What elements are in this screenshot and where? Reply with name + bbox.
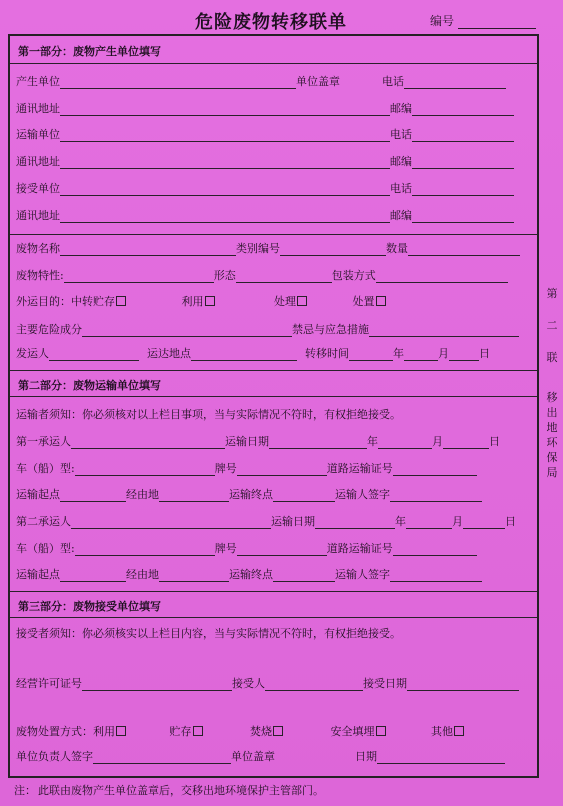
package-field[interactable] [376, 270, 508, 283]
transport-notice: 运输者须知：你必须核对以上栏目事项，当与实际情况不符时，有权拒绝接受。 [16, 408, 401, 421]
origin-label: 运输起点 [16, 568, 60, 581]
side-label-copy [545, 350, 559, 365]
seal-label: 单位盖章 [296, 75, 340, 88]
footer-mark: 注： [14, 784, 36, 797]
origin-label: 运输起点 [16, 488, 60, 501]
transport-day-field[interactable] [443, 436, 489, 449]
waste-name-row [16, 242, 520, 256]
transport-year-field[interactable] [269, 436, 367, 449]
origin-field[interactable] [60, 489, 126, 502]
responsible-row [16, 750, 505, 764]
signature-field[interactable] [390, 489, 482, 502]
purpose-row [16, 295, 386, 309]
vehicle-field-2[interactable] [75, 543, 215, 556]
waste-name-field[interactable] [60, 243, 236, 256]
side-char: 移 [546, 391, 558, 404]
permit-field[interactable] [82, 678, 232, 691]
waste-name-label: 废物名称 [16, 242, 60, 255]
via-field[interactable] [159, 489, 229, 502]
day-label: 日 [479, 347, 490, 360]
vehicle-row [16, 462, 477, 476]
transfer-month-field[interactable] [404, 348, 438, 361]
footer-note [14, 782, 324, 798]
producer-field[interactable] [60, 76, 296, 89]
waste-property-label: 废物特性: [16, 269, 64, 282]
purpose-option-dispose: 处置 [352, 295, 375, 308]
end-field[interactable] [273, 489, 335, 502]
day-label: 日 [505, 515, 516, 528]
receive-date-label: 接受日期 [363, 677, 407, 690]
permit-label: 经营许可证号 [16, 677, 82, 690]
purpose-option-storage: 中转贮存 [71, 295, 115, 308]
receive-date-field[interactable] [407, 678, 519, 691]
method-option-other: 其他 [431, 725, 453, 738]
form-title: 危险废物转移联单 [195, 12, 347, 33]
plate-label: 牌号 [214, 542, 237, 555]
method-row [16, 725, 464, 739]
via-field-2[interactable] [159, 569, 229, 582]
method-checkbox-store[interactable] [193, 726, 203, 736]
main-hazard-field[interactable] [82, 324, 292, 337]
serial-line[interactable] [458, 28, 536, 29]
side-char: 局 [546, 466, 558, 479]
address-label: 通讯地址 [16, 102, 60, 115]
day-label: 日 [489, 435, 500, 448]
receiver-address-field[interactable] [60, 210, 390, 223]
transport-address-field[interactable] [60, 156, 390, 169]
via-label: 经由地 [126, 488, 159, 501]
form-frame [8, 34, 539, 778]
origin-field-2[interactable] [60, 569, 126, 582]
license-label: 道路运输证号 [326, 462, 393, 475]
transport-date-label: 运输日期 [271, 515, 315, 528]
carrier-two-field[interactable] [71, 516, 271, 529]
method-checkbox-use[interactable] [116, 726, 126, 736]
signature-field-2[interactable] [390, 569, 482, 582]
permit-row [16, 677, 519, 691]
transport-year-field-2[interactable] [315, 516, 395, 529]
producer-zip-field[interactable] [412, 103, 514, 116]
purpose-checkbox-use[interactable] [205, 296, 215, 306]
vehicle-field[interactable] [75, 463, 215, 476]
license-field[interactable] [393, 463, 477, 476]
signature-label: 运输人签字 [335, 568, 390, 581]
month-label: 月 [438, 347, 449, 360]
part-one-subdivider [10, 234, 537, 235]
receiver-unit-field[interactable] [60, 183, 390, 196]
purpose-option-treat: 处理 [274, 295, 296, 308]
year-label: 年 [395, 515, 406, 528]
unit-seal-label: 单位盖章 [231, 750, 275, 763]
zip-label: 邮编 [390, 155, 412, 168]
vehicle-label: 车（船）型: [16, 542, 75, 555]
transport-unit-label: 运输单位 [16, 128, 60, 141]
producer-address-field[interactable] [60, 103, 390, 116]
side-char: 环 [546, 436, 558, 449]
side-label-copy [545, 286, 559, 301]
purpose-option-use: 利用 [181, 295, 204, 308]
receiver-person-field[interactable] [265, 678, 363, 691]
transport-unit-field[interactable] [60, 129, 390, 142]
license-field-2[interactable] [393, 543, 477, 556]
form-label: 形态 [213, 269, 236, 282]
part-one-divider [10, 63, 537, 64]
footer-text: 此联由废物产生单位盖章后，交移出地环境保护主管部门。 [38, 784, 324, 797]
serial-number [430, 12, 536, 29]
method-label: 废物处置方式： [16, 725, 93, 738]
side-label-copy [545, 318, 559, 333]
side-char: 二 [546, 319, 558, 332]
waste-property-row [16, 269, 508, 283]
plate-field[interactable] [237, 463, 327, 476]
form-field[interactable] [236, 270, 332, 283]
receiver-zip-field[interactable] [412, 210, 514, 223]
phone-label: 电话 [390, 182, 412, 195]
zip-label: 邮编 [390, 209, 412, 222]
method-option-use: 利用 [93, 725, 115, 738]
route-row [16, 488, 482, 502]
side-char: 第 [546, 287, 558, 300]
side-char: 地 [546, 421, 558, 434]
destination-field[interactable] [191, 348, 297, 361]
zip-label: 邮编 [390, 102, 412, 115]
part-three-divider-top [10, 591, 537, 592]
method-checkbox-other[interactable] [454, 726, 464, 736]
shipper-label: 发运人 [16, 347, 49, 360]
quantity-field[interactable] [408, 243, 520, 256]
receiver-address-row [16, 209, 514, 223]
end-label: 运输终点 [229, 488, 273, 501]
responsible-sign-label: 单位负责人签字 [16, 750, 93, 763]
purpose-checkbox-storage[interactable] [116, 296, 126, 306]
transfer-time-label: 转移时间 [305, 347, 349, 360]
part-two-divider [10, 396, 537, 397]
producer-label: 产生单位 [16, 75, 60, 88]
month-label: 月 [452, 515, 463, 528]
license-label: 道路运输证号 [326, 542, 393, 555]
route-row-2 [16, 568, 482, 582]
plate-label: 牌号 [214, 462, 237, 475]
method-checkbox-landfill[interactable] [376, 726, 386, 736]
carrier-two-row [16, 515, 516, 529]
purpose-checkbox-treat[interactable] [297, 296, 307, 306]
receiver-person-label: 接受人 [232, 677, 265, 690]
carrier-two-label: 第二承运人 [16, 515, 71, 528]
date-label: 日期 [355, 750, 377, 763]
transport-date-label: 运输日期 [225, 435, 269, 448]
phone-label: 电话 [382, 75, 404, 88]
part-two-heading: 第二部分：废物运输单位填写 [18, 379, 161, 392]
carrier-one-label: 第一承运人 [16, 435, 71, 448]
year-label: 年 [393, 347, 404, 360]
part-one-heading: 第一部分：废物产生单位填写 [18, 45, 161, 58]
transport-address-row [16, 155, 514, 169]
method-checkbox-burn[interactable] [273, 726, 283, 736]
transfer-day-field[interactable] [449, 348, 479, 361]
hazard-row [16, 323, 519, 337]
transport-phone-field[interactable] [412, 129, 514, 142]
end-field-2[interactable] [273, 569, 335, 582]
taboo-field[interactable] [369, 324, 519, 337]
producer-address-row [16, 102, 514, 116]
end-label: 运输终点 [229, 568, 273, 581]
receiver-unit-row [16, 182, 514, 196]
side-char: 出 [546, 406, 558, 419]
vehicle-label: 车（船）型: [16, 462, 75, 475]
shipper-field[interactable] [49, 348, 139, 361]
producer-row [16, 75, 506, 89]
plate-field-2[interactable] [237, 543, 327, 556]
side-char: 联 [546, 351, 558, 364]
receiver-phone-field[interactable] [412, 183, 514, 196]
carrier-one-field[interactable] [71, 436, 225, 449]
vehicle-row-2 [16, 542, 477, 556]
address-label: 通讯地址 [16, 155, 60, 168]
part-two-divider-top [10, 370, 537, 371]
method-option-store: 贮存 [169, 725, 192, 738]
method-option-landfill: 安全填埋 [330, 725, 375, 738]
part-three-heading: 第三部分：废物接受单位填写 [18, 600, 161, 613]
transfer-year-field[interactable] [349, 348, 393, 361]
producer-phone-field[interactable] [404, 76, 506, 89]
carrier-one-row [16, 435, 500, 449]
via-label: 经由地 [126, 568, 159, 581]
transport-month-field[interactable] [378, 436, 432, 449]
category-code-label: 类别编号 [236, 242, 280, 255]
transport-day-field-2[interactable] [463, 516, 505, 529]
transport-month-field-2[interactable] [406, 516, 452, 529]
method-option-burn: 焚烧 [250, 725, 272, 738]
part-three-divider [10, 617, 537, 618]
address-label: 通讯地址 [16, 209, 60, 222]
side-label-dest [545, 390, 559, 480]
year-label: 年 [367, 435, 378, 448]
month-label: 月 [432, 435, 443, 448]
main-hazard-label: 主要危险成分 [16, 323, 82, 336]
transport-unit-row [16, 128, 514, 142]
receive-notice: 接受者须知：你必须核实以上栏目内容，当与实际情况不符时，有权拒绝接受。 [16, 627, 401, 640]
date-field[interactable] [377, 751, 505, 764]
purpose-label: 外运目的： [16, 295, 71, 308]
signature-label: 运输人签字 [335, 488, 390, 501]
taboo-label: 禁忌与应急措施 [292, 323, 369, 336]
purpose-checkbox-dispose[interactable] [376, 296, 386, 306]
receiver-unit-label: 接受单位 [16, 182, 60, 195]
category-code-field[interactable] [280, 243, 386, 256]
waste-property-field[interactable] [64, 270, 214, 283]
responsible-sign-field[interactable] [93, 751, 231, 764]
side-char: 保 [546, 451, 558, 464]
transport-zip-field[interactable] [412, 156, 514, 169]
phone-label: 电话 [390, 128, 412, 141]
destination-label: 运达地点 [147, 347, 191, 360]
quantity-label: 数量 [386, 242, 408, 255]
serial-label: 编号 [430, 14, 455, 28]
package-label: 包装方式 [331, 269, 376, 282]
shipper-row [16, 347, 490, 361]
